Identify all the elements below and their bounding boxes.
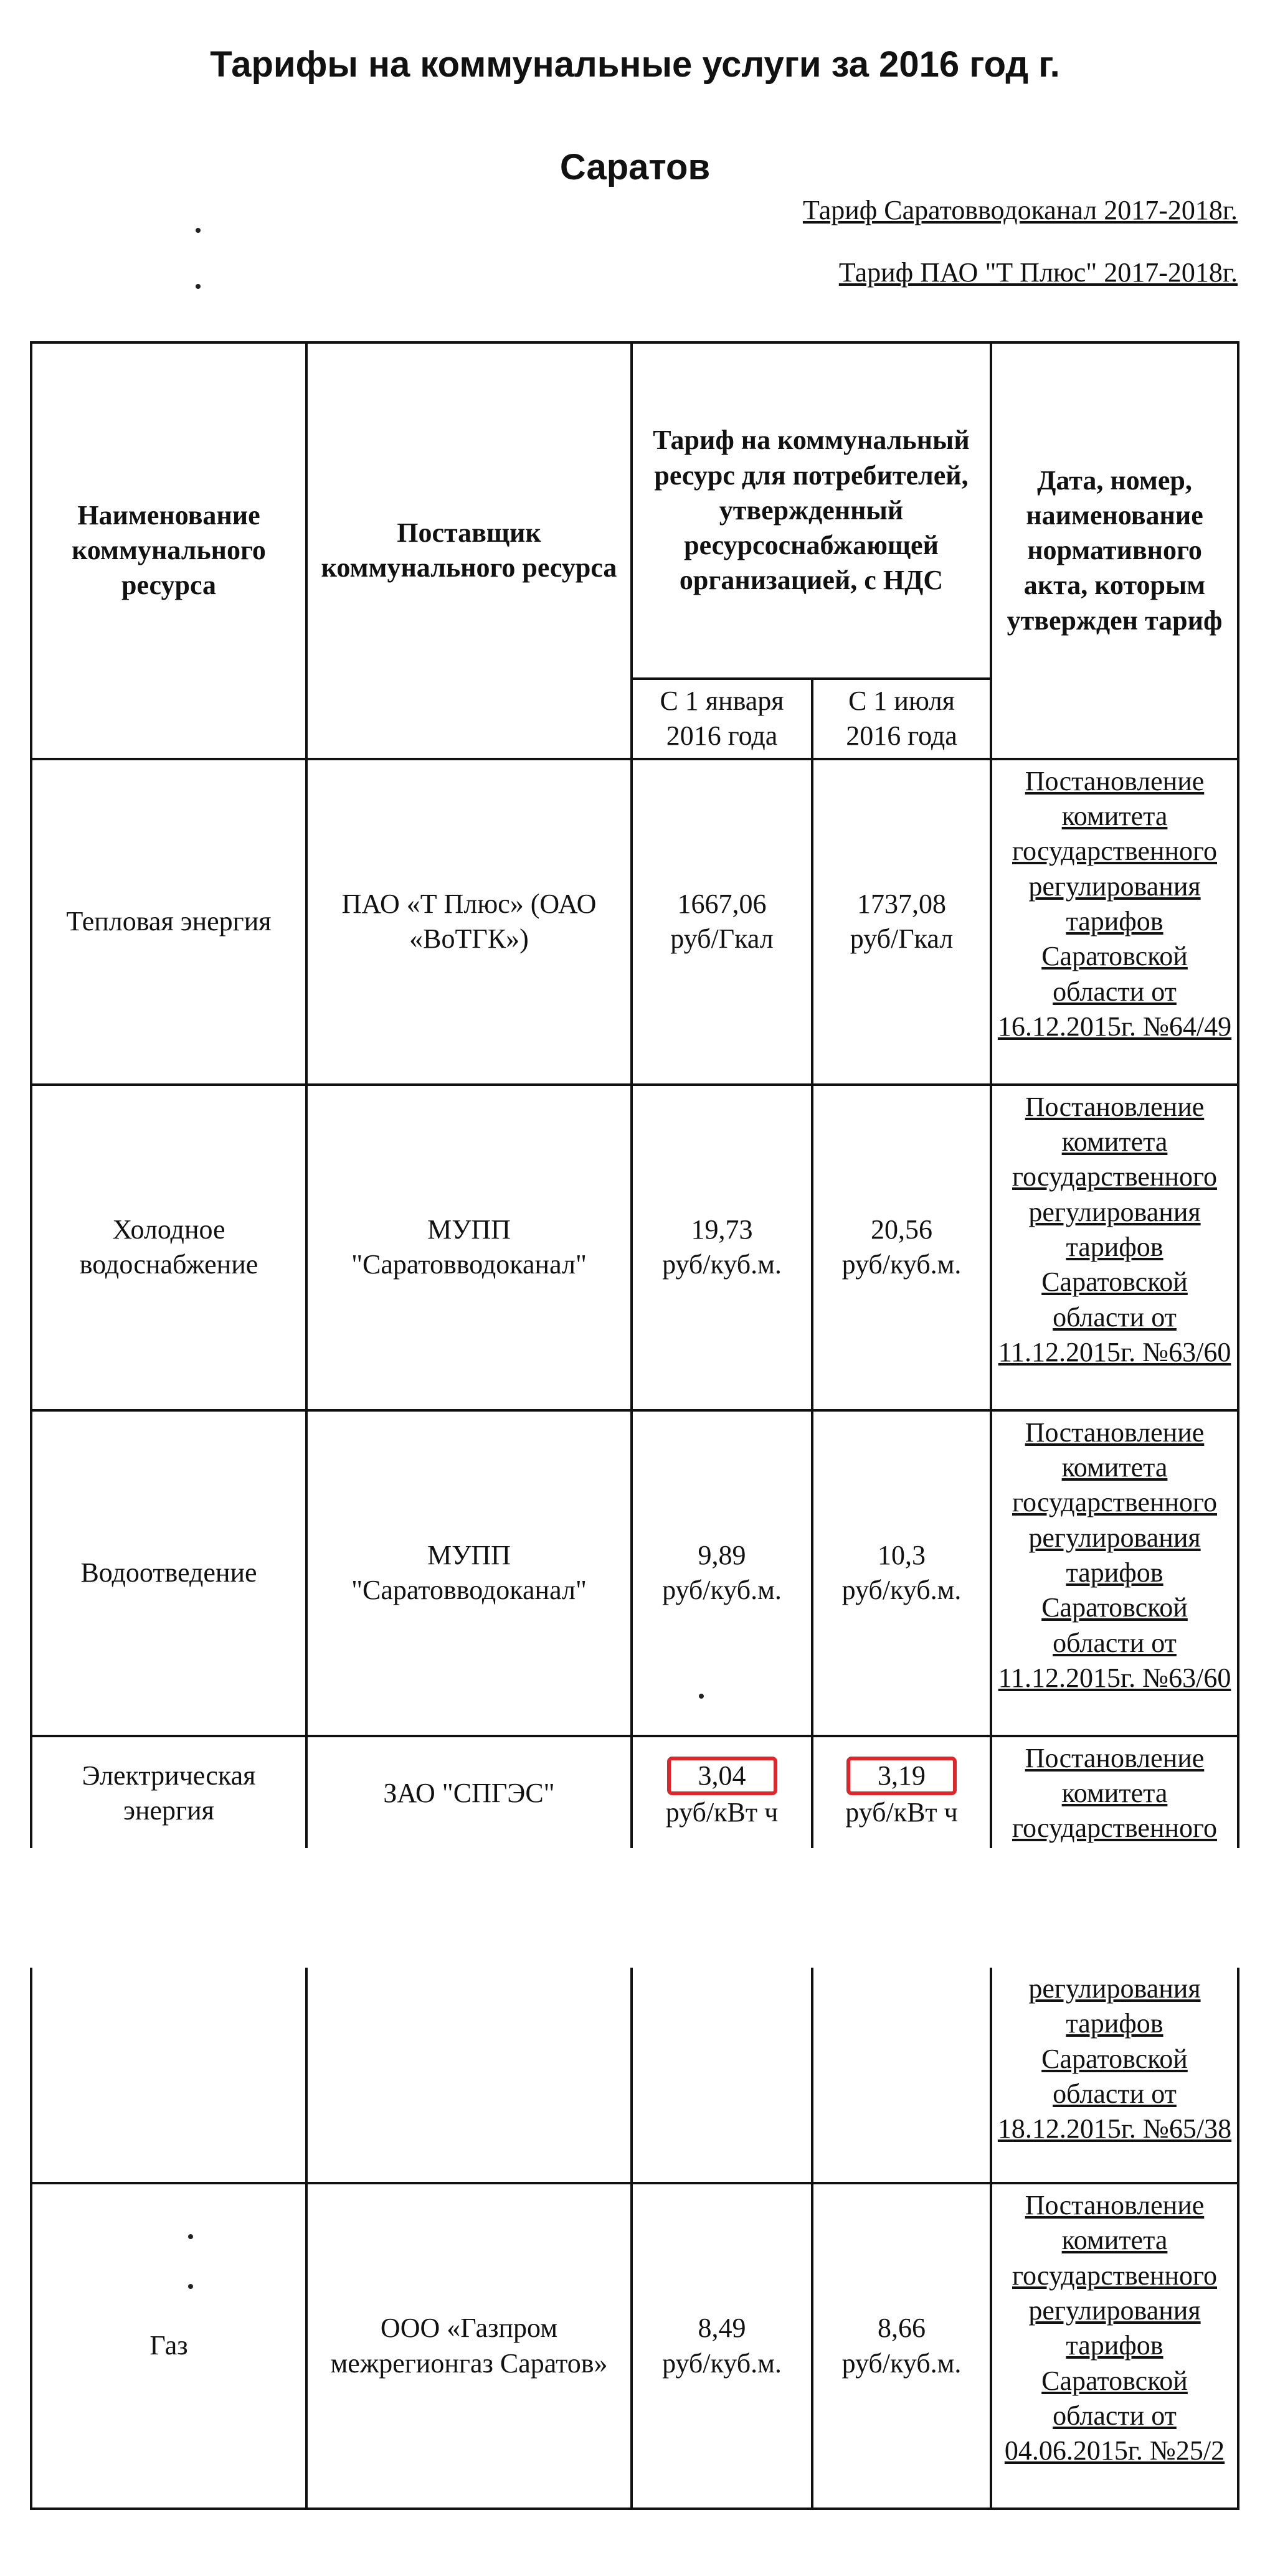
highlighted-tariff-value: 3,04 xyxy=(667,1757,777,1796)
tariff-unit: руб/куб.м. xyxy=(841,2347,962,2379)
tariff-unit: руб/куб.м. xyxy=(841,1249,962,1280)
table-row xyxy=(31,1736,1238,1851)
link-water-tariff-2017-2018[interactable]: Тариф Саратовводоканал 2017-2018г. xyxy=(802,195,1238,225)
tariff-value: 19,73 xyxy=(691,1214,753,1245)
table-row xyxy=(31,1085,1238,1410)
tariff-value: 1667,06 xyxy=(677,888,767,919)
tariff-unit: руб/куб.м. xyxy=(662,1249,782,1280)
scan-speck xyxy=(196,284,201,289)
tariff-unit: руб/куб.м. xyxy=(662,2347,782,2379)
tariff-unit: руб/Гкал xyxy=(670,923,774,955)
supplier-name: МУПП "Саратовводоканал" xyxy=(306,1085,632,1410)
tariff-value: 1737,08 xyxy=(857,888,946,919)
act-link[interactable]: регулирования тарифов Саратовской области от 18.12.2015г. №65/38 xyxy=(991,1968,1238,2183)
highlighted-tariff-value: 3,19 xyxy=(846,1757,957,1796)
act-link[interactable]: Постановление комитета государственного регулирования тарифов Саратовской области от 11.12.2015г. №63/60 xyxy=(991,1410,1238,1736)
scan-speck xyxy=(188,2234,193,2239)
tariff-unit: руб/Гкал xyxy=(850,923,954,955)
col-header-from-jul: С 1 июля 2016 года xyxy=(812,679,991,759)
col-header-supplier: Поставщик коммунального ресурса xyxy=(306,342,632,759)
act-link[interactable]: Постановление комитета государственного xyxy=(991,1736,1238,1851)
tariff-value: 8,49 xyxy=(698,2313,746,2344)
page-break xyxy=(0,1848,1270,1968)
resource-name: Электрическая энергия xyxy=(31,1736,306,1851)
empty-cell xyxy=(632,1968,812,2183)
resource-name: Газ xyxy=(31,2183,306,2509)
empty-cell xyxy=(306,1968,632,2183)
tariff-jul xyxy=(812,2183,991,2509)
tariff-jul xyxy=(812,759,991,1085)
tariff-jan xyxy=(632,2183,812,2509)
col-header-act: Дата, номер, наименование нормативного акта, которым утвержден тариф xyxy=(991,342,1238,759)
supplier-name: МУПП "Саратовводоканал" xyxy=(306,1410,632,1736)
tariff-value: 9,89 xyxy=(698,1539,746,1570)
resource-name: Тепловая энергия xyxy=(31,759,306,1085)
act-link[interactable]: Постановление комитета государственного регулирования тарифов Саратовской области от 11.12.2015г. №63/60 xyxy=(991,1085,1238,1410)
supplier-name: ООО «Газпром межрегионгаз Саратов» xyxy=(306,2183,632,2509)
tariff-jan xyxy=(632,759,812,1085)
col-header-from-jan: С 1 января 2016 года xyxy=(632,679,812,759)
tariff-jan xyxy=(632,1736,812,1851)
table-row xyxy=(31,2183,1238,2509)
scan-speck xyxy=(699,1694,704,1699)
table-row xyxy=(31,1968,1238,2183)
scan-speck xyxy=(196,228,201,233)
tariff-jul xyxy=(812,1736,991,1851)
empty-cell xyxy=(812,1968,991,2183)
tariff-table xyxy=(30,341,1239,1852)
link-tplus-tariff-2017-2018[interactable]: Тариф ПАО "Т Плюс" 2017-2018г. xyxy=(838,257,1238,288)
tariff-unit: руб/кВт ч xyxy=(665,1797,779,1828)
tariff-value: 10,3 xyxy=(878,1539,926,1570)
page-title: Тарифы на коммунальные услуги за 2016 год г. xyxy=(210,44,1060,85)
tariff-unit: руб/куб.м. xyxy=(841,1575,962,1606)
tariff-unit: руб/куб.м. xyxy=(662,1575,782,1606)
resource-name: Холодное водоснабжение xyxy=(31,1085,306,1410)
resource-name: Водоотведение xyxy=(31,1410,306,1736)
tariff-value: 20,56 xyxy=(871,1214,932,1245)
tariff-jul xyxy=(812,1085,991,1410)
col-header-tariff: Тариф на коммунальный ресурс для потребителей, утвержденный ресурсоснабжающей организацией, с НДС xyxy=(632,342,991,679)
tariff-unit: руб/кВт ч xyxy=(845,1797,958,1828)
supplier-name: ПАО «Т Плюс» (ОАО «ВоТГК») xyxy=(306,759,632,1085)
supplier-name: ЗАО "СПГЭС" xyxy=(306,1736,632,1851)
act-link[interactable]: Постановление комитета государственного регулирования тарифов Саратовской области от 04.06.2015г. №25/2 xyxy=(991,2183,1238,2509)
empty-cell xyxy=(31,1968,306,2183)
tariff-jan xyxy=(632,1410,812,1736)
table-row xyxy=(31,759,1238,1085)
tariff-jul xyxy=(812,1410,991,1736)
tariff-value: 8,66 xyxy=(878,2313,926,2344)
col-header-resource: Наименование коммунального ресурса xyxy=(31,342,306,759)
city-heading: Саратов xyxy=(559,147,711,187)
table-row xyxy=(31,1410,1238,1736)
tariff-jan xyxy=(632,1085,812,1410)
act-link[interactable]: Постановление комитета государственного регулирования тарифов Саратовской области от 16.12.2015г. №64/49 xyxy=(991,759,1238,1085)
tariff-table-continued xyxy=(30,1968,1239,2510)
scan-speck xyxy=(188,2284,193,2289)
